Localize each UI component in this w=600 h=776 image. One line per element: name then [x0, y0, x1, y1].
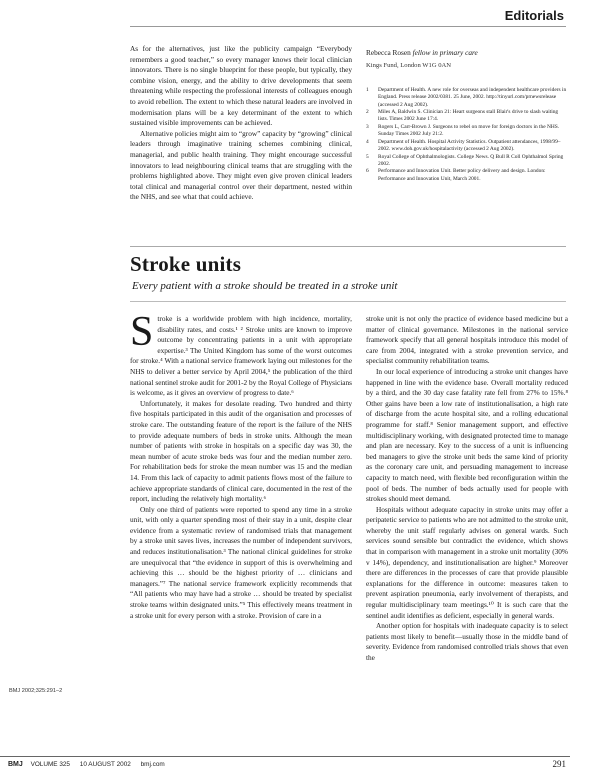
- reference-item: 6 Performance and Innovation Unit. Better policy delivery and design. London: Performance and Innovation Unit, March 2001.: [366, 168, 546, 182]
- reference-item: 4 Department of Health. Hospital Activity Statistics. Outpatient attendances, 1998/99–2002. www.doh.gov.uk/hospitalactivity (accessed 2 Aug 2002).: [366, 138, 561, 152]
- journal-name: BMJ: [8, 761, 23, 768]
- article-paragraph: Hospitals without adequate capacity in stroke units may offer a peripatetic service to patients who are not admitted to the stroke unit, whereby the unit staff regularly advises on general wards. Such services sound sensible but contradict the evidence, which shows that in comparison with management in a stroke unit mortality (30% v 14%), dependency, and institutionalisation are higher.⁹ Moreover there are differences in the processes of care that provide plausible explanations for the difference in outcome: measures taken to prevent aspiration pneumonia, early involvement of therapists, and regular multidisciplinary team meetings.¹⁰ It is such care that the sentinel audit identifies as deficient, especially in general wards.: [366, 504, 568, 620]
- article-lead-paragraph: Stroke is a worldwide problem with high incidence, mortality, disability rates, and costs.¹ ² Stroke units are known to improve outcome by concentrating patients in a unit with appropriate expertise.³ The United Kingdom has some of the worst outcomes for stroke.⁴ With a national service framework laying out milestones for the NHS to deliver a better service by April 2004,⁵ the publication of the third national sentinel stroke audit for 2001-2 by the Royal College of Physicians is welcome, as it gives an overview of progress to date.⁶: [130, 309, 352, 398]
- title-rule: [130, 301, 566, 302]
- page-number: 291: [552, 759, 566, 769]
- section-divider: [130, 246, 566, 247]
- article-subtitle: Every patient with a stroke should be treated in a stroke unit: [132, 280, 398, 292]
- side-citation: BMJ 2002;325:291–2: [9, 688, 63, 694]
- article-paragraph: Only one third of patients were reported to spend any time in a stroke unit, with only a quarter spending most of their stay in a unit, despite clear evidence from a systematic review of randomised trials that management by a stroke unit saves lives, increases the number of independent survivors, and reduces institutionalisation.³ The national clinical guidelines for stroke are unequivocal that “the evidence in support of this is overwhelming and achieving this … should be the highest priority of … clinicians and managers.”⁷ The national service framework explicitly recommends that “All patients who may have had a stroke … should be treated by specialist stroke teams within designated units.”⁵ This effectively means treatment in a stroke unit for every person with a stroke. Provision of care in a: [130, 504, 352, 620]
- journal-date: 10 AUGUST 2002: [79, 761, 131, 768]
- drop-cap: S: [130, 309, 154, 355]
- journal-site[interactable]: bmj.com: [140, 761, 165, 768]
- top-article-right-column: [366, 44, 568, 188]
- article-paragraph: In our local experience of introducing a stroke unit changes have happened in line with the evidence base. Overall mortality reduced by a third, and the 30 day case fatality rate fell from 27% to 15%.⁸ Other gains have been a low rate of institutionalisation, a high rate of discharge from the acute hospital site, and a rolling educational programme for staff.⁸ Senior management support, and effective multidisciplinary working, with designated protected time to manage and plan are necessary. Key to the success of a unit is influencing bed managers to give the stroke unit beds the same kind of priority as the coronary care unit, and persuading management to increase capacity to match need, with flexible bed reconfiguration within the pool of beds. The number of beds actually used for people with strokes should meet demand.: [366, 366, 568, 504]
- reference-item: 2 Miles A, Baldwin S. Clinician 21: Heart surgeons stall Blair's drive to slash waiting lists. Times 2002 June 17:4.: [366, 109, 559, 123]
- article-paragraph: Another option for hospitals with inadequate capacity is to select patients most likely to benefit—usually those in the middle band of severity. Evidence from randomised controlled trials shows that even the: [366, 621, 568, 662]
- article-left-column: [130, 309, 352, 621]
- reference-item: 1 Department of Health. A new role for overseas and independent healthcare providers in England. Press release 2002/0381. 25 June, 2002. http://tinyurl.com/prnewsrelease (accessed 2 Aug 2002).: [366, 87, 567, 108]
- reference-item: 5 Royal College of Ophthalmologists. College News. Q Bull R Coll Ophthalmol Spring 2002.: [366, 153, 564, 167]
- top-article-paragraph: As for the alternatives, just like the publicity campaign “Everybody remembers a good teacher,” so every manager knows their local clinician innovators. There is no single blueprint for these people, but typically, they combine vision, energy, and the ability to drive developments that seem threatening while respecting the professional interests of colleagues enough to avoid rebellion. The extent to which these natural leaders are involved in modernisation plans will be a key determinant of the extent to which sustained visible improvements can be achieved.: [130, 44, 352, 128]
- section-label: Editorials: [504, 8, 564, 23]
- top-article-left-column: [130, 44, 352, 203]
- reference-item: 3 Rogers L, Carr-Brown J. Surgeons to rebel on move for foreign doctors in the NHS. Sunday Times 2002 July 21:2.: [366, 123, 560, 138]
- footer: [8, 761, 173, 768]
- header-rule: [130, 26, 566, 27]
- footer-rule: [0, 756, 570, 757]
- reference-list: [366, 87, 568, 183]
- article-title: Stroke units: [130, 252, 242, 276]
- author-signature: [366, 48, 568, 59]
- article-paragraph: stroke unit is not only the practice of evidence based medicine but a matter of clinical governance. Milestones in the national service framework specify that all general hospitals introduce this model of care from 2004, integrated with a stroke prevention service, and specialist community rehabilitation teams.: [366, 314, 568, 366]
- article-right-column: [366, 314, 568, 664]
- journal-volume: VOLUME 325: [30, 761, 70, 768]
- author-affiliation: Kings Fund, London W1G 0AN: [366, 61, 452, 69]
- author-role: fellow in primary care: [412, 48, 478, 57]
- article-paragraph: Unfortunately, it makes for desolate reading. Two hundred and thirty five hospitals participated in this audit of the organisation and processes of stroke care. The outstanding feature of the report is the failure of the NHS to provide adequate numbers of beds in stroke units. Although the mean number of patients with stroke in hospitals on a specific day was 30, the mean number of acute stroke beds was four and the median number zero. For rehabilitation beds for stroke the mean number was 15 and the median 14. From this lack of capacity to admit patients flows most of the failure to achieve appropriate standards of clinical care, documented in the rest of the report, including the relatively high mortality.⁶: [130, 398, 352, 504]
- author-name: Rebecca Rosen: [366, 48, 411, 57]
- top-article-paragraph: Alternative policies might aim to “grow” capacity by “growing” clinical leaders through imaginative training schemes combining clinical, managerial, and public health training. They might encourage successful innovators to lead neighbouring clinical teams that are struggling with the problems highlighted above. They might even give proven clinical leaders total clinical and managerial control over their department, nested within the NHS, and see what that could achieve.: [130, 128, 352, 202]
